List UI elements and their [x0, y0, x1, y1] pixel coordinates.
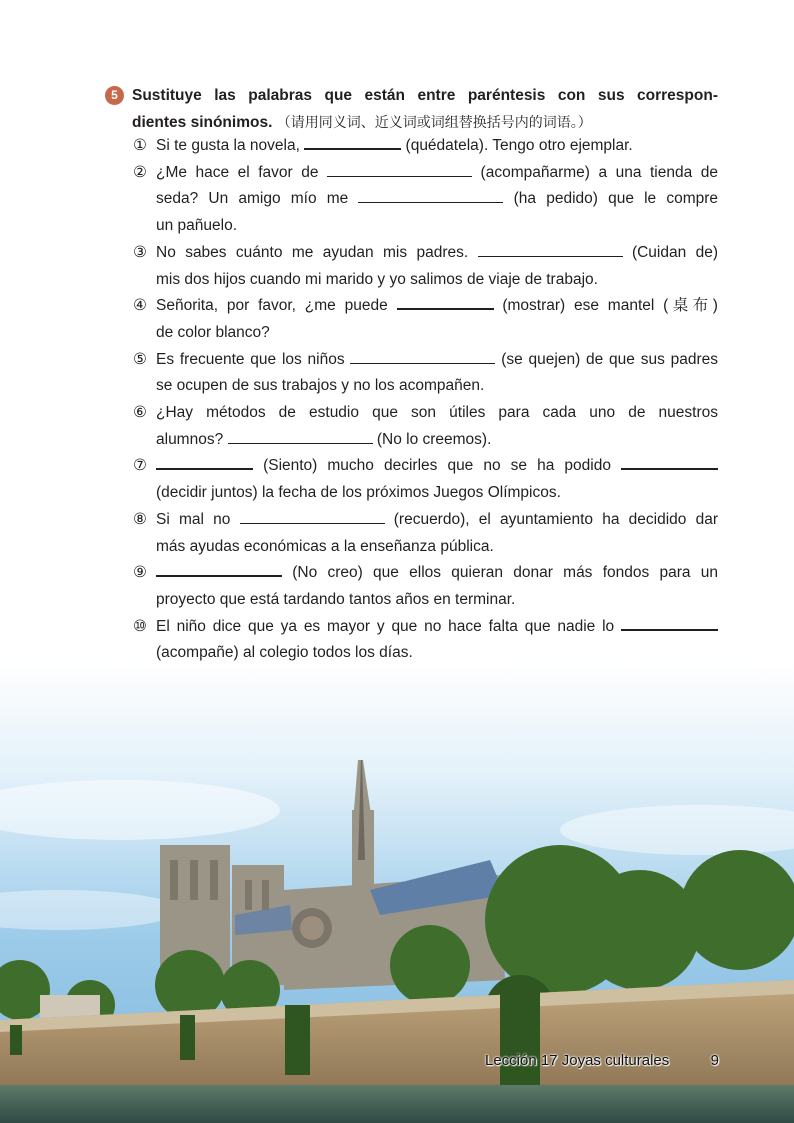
- exercise-heading: [105, 82, 718, 136]
- item-line: [156, 640, 718, 667]
- item-text: (se quejen) de que sus padres: [501, 350, 719, 368]
- answer-blank[interactable]: [358, 201, 503, 203]
- item-line: [156, 373, 718, 400]
- item-line: [156, 240, 718, 267]
- item-text: (quédatela). Tengo otro ejemplar.: [405, 137, 633, 154]
- item-number: ⑦: [133, 457, 147, 475]
- item-text: (No creo) que ellos quieran donar más fondos para un: [292, 564, 718, 582]
- answer-blank[interactable]: [240, 522, 385, 524]
- item-text: El niño dice que ya es mayor y que no hace falta que nadie lo: [156, 617, 615, 635]
- exercise-title-line2: [132, 109, 718, 136]
- item-text: (ha pedido) que le compre: [513, 190, 719, 208]
- item-number: ⑥: [133, 404, 147, 422]
- item-text: proyecto que está tardando tantos años en terminar.: [156, 590, 516, 608]
- answer-blank[interactable]: [350, 362, 495, 364]
- item-text: Señorita, por favor, ¿me puede: [156, 297, 388, 315]
- item-line: [156, 614, 718, 641]
- item-text: de color blanco?: [156, 323, 270, 341]
- item-text: (acompañarme) a una tienda de: [480, 163, 718, 181]
- item-line: [156, 160, 718, 187]
- item-text: se ocupen de sus trabajos y no los acompañen.: [156, 377, 485, 395]
- item-number: ②: [133, 163, 147, 181]
- item-text: mis dos hijos cuando mi marido y yo salimos de viaje de trabajo.: [156, 270, 598, 288]
- item-text: No sabes cuánto me ayudan mis padres.: [156, 243, 469, 261]
- exercise-item: [133, 507, 718, 560]
- item-text: (mostrar) ese mantel (桌布): [502, 297, 718, 315]
- item-text: Si te gusta la novela,: [156, 137, 300, 154]
- exercise-title-line2-text: dientes sinónimos.: [132, 114, 273, 131]
- exercise-item: [133, 400, 718, 453]
- item-line: [156, 453, 718, 480]
- item-text: (No lo creemos).: [376, 430, 492, 448]
- exercise-item: [133, 133, 718, 160]
- exercise-item: [133, 160, 718, 240]
- item-text: ¿Me hace el favor de: [156, 163, 319, 181]
- item-line: [156, 587, 718, 614]
- item-text: (recuerdo), el ayuntamiento ha decidido dar: [393, 510, 718, 528]
- item-text: Si mal no: [156, 510, 231, 528]
- exercise-items: [133, 133, 718, 667]
- item-line: [156, 213, 718, 240]
- answer-blank[interactable]: [228, 442, 373, 444]
- exercise-instruction-cn: （请用同义词、近义词或词组替换括号内的词语。）: [276, 114, 592, 130]
- item-number: ⑤: [133, 350, 147, 368]
- item-line: [156, 186, 718, 213]
- answer-blank[interactable]: [621, 467, 718, 470]
- item-text: Es frecuente que los niños: [156, 350, 345, 368]
- exercise-number-badge: 5: [105, 86, 124, 105]
- answer-blank[interactable]: [621, 628, 718, 631]
- item-line: [156, 267, 718, 294]
- exercise-item: [133, 293, 718, 346]
- answer-blank[interactable]: [156, 574, 282, 577]
- item-number: ③: [133, 243, 147, 261]
- item-text: alumnos?: [156, 430, 224, 448]
- item-text: seda? Un amigo mío me: [156, 190, 349, 208]
- exercise-item: [133, 240, 718, 293]
- answer-blank[interactable]: [478, 255, 623, 257]
- item-text: (acompañe) al colegio todos los días.: [156, 644, 413, 662]
- item-line: [156, 347, 718, 374]
- exercise-item: [133, 453, 718, 506]
- exercise-item: [133, 614, 718, 667]
- page-footer: [485, 1052, 719, 1069]
- item-line: [156, 133, 718, 160]
- answer-blank[interactable]: [304, 147, 401, 150]
- item-line: [156, 480, 718, 507]
- answer-blank[interactable]: [327, 175, 472, 177]
- item-text: (Siento) mucho decirles que no se ha podido: [263, 457, 611, 475]
- item-number: ①: [133, 137, 147, 154]
- item-line: [156, 427, 718, 454]
- item-line: [156, 560, 718, 587]
- exercise-item: [133, 560, 718, 613]
- footer-lesson-title: Lección 17 Joyas culturales: [485, 1052, 670, 1069]
- item-text: más ayudas económicas a la enseñanza pública.: [156, 537, 494, 555]
- item-text: un pañuelo.: [156, 217, 238, 235]
- item-text: ¿Hay métodos de estudio que son útiles para cada uno de nuestros: [156, 404, 718, 422]
- answer-blank[interactable]: [156, 467, 253, 470]
- item-number: ⑩: [133, 617, 147, 635]
- exercise-title-line1: Sustituye las palabras que están entre paréntesis con sus correspon-: [132, 87, 718, 104]
- item-number: ⑨: [133, 564, 147, 582]
- item-text: (Cuidan de): [631, 243, 719, 261]
- item-line: [156, 400, 718, 427]
- item-line: [156, 507, 718, 534]
- page-number: 9: [710, 1052, 719, 1069]
- item-number: ⑧: [133, 510, 147, 528]
- exercise-item: [133, 347, 718, 400]
- item-text: (decidir juntos) la fecha de los próximos Juegos Olímpicos.: [156, 484, 561, 502]
- item-line: [156, 293, 718, 320]
- answer-blank[interactable]: [397, 307, 494, 310]
- item-line: [156, 534, 718, 561]
- item-number: ④: [133, 297, 147, 315]
- item-line: [156, 320, 718, 347]
